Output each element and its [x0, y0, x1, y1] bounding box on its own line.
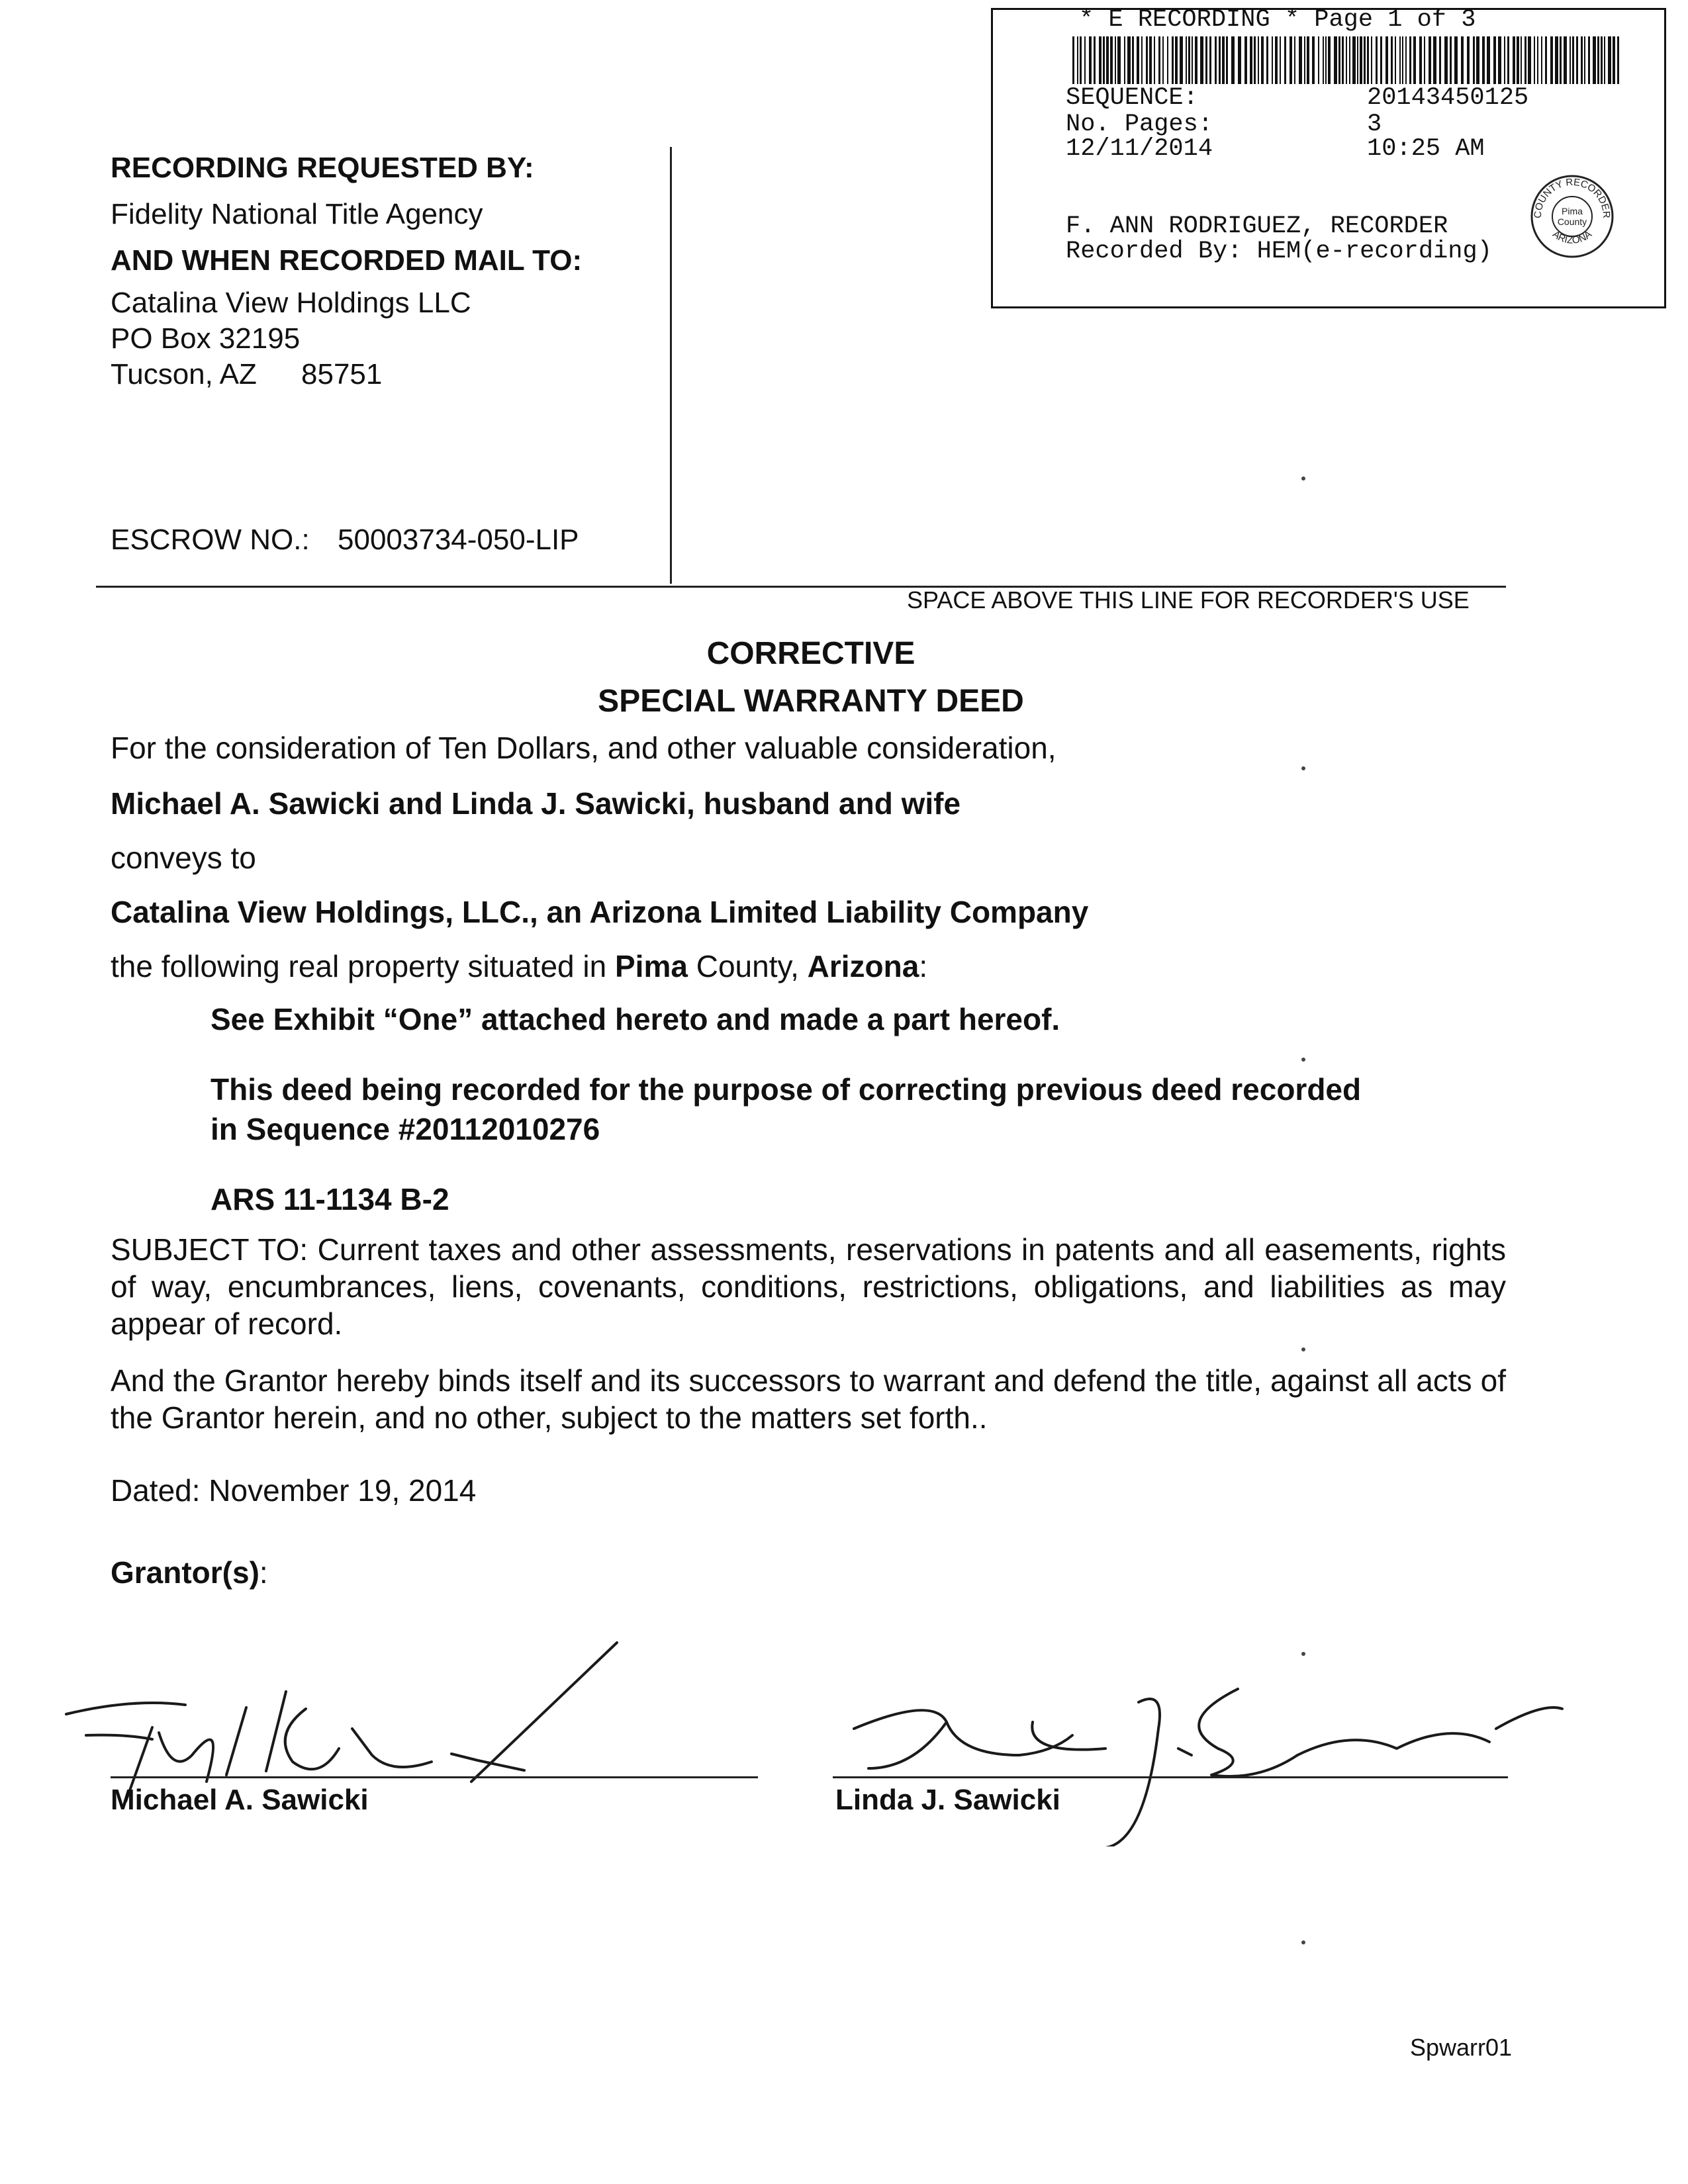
barcode-bar — [1115, 36, 1116, 84]
barcode-bar — [1261, 36, 1264, 84]
barcode-bar — [1399, 36, 1401, 84]
scan-speck — [1301, 766, 1305, 770]
scan-speck — [1301, 477, 1305, 480]
barcode-bar — [1476, 36, 1479, 84]
barcode-bar — [1576, 36, 1578, 84]
recorder-name: F. ANN RODRIGUEZ, RECORDER — [1066, 212, 1448, 240]
dated-line: Dated: November 19, 2014 — [111, 1473, 477, 1508]
grantors-label-text: Grantor(s) — [111, 1555, 259, 1590]
scan-speck — [1301, 1940, 1305, 1944]
barcode-bar — [1482, 36, 1485, 84]
property-county: Pima — [615, 949, 688, 983]
barcode-bar — [1244, 36, 1247, 84]
barcode-bar — [1581, 36, 1583, 84]
grantee-text: Catalina View Holdings, LLC., an Arizona Limited Liability Company — [111, 895, 1089, 929]
barcode-bar — [1117, 36, 1121, 84]
pages-label: No. Pages: — [1066, 111, 1213, 138]
barcode-bar — [1342, 36, 1344, 84]
barcode-bar — [1200, 36, 1203, 84]
barcode-bar — [1371, 36, 1372, 84]
barcode-bar — [1537, 36, 1538, 84]
barcode-bar — [1461, 36, 1464, 84]
barcode-bar — [1192, 36, 1193, 84]
barcode-bar — [1205, 36, 1207, 84]
barcode-bar — [1188, 36, 1190, 84]
mail-to-city: Tucson, AZ — [111, 358, 257, 390]
seal-center-line2: County — [1557, 216, 1587, 227]
barcode-bar — [1089, 36, 1092, 84]
requested-by-label: RECORDING REQUESTED BY: — [111, 152, 534, 184]
barcode-bar — [1528, 36, 1531, 84]
escrow-number: 50003734-050-LIP — [338, 523, 579, 556]
barcode-bar — [1444, 36, 1448, 84]
signature-line-2 — [833, 1776, 1508, 1778]
barcode-bar — [1231, 36, 1235, 84]
barcode-bar — [1504, 36, 1505, 84]
barcode-bar — [1162, 36, 1164, 84]
grantors-text: Michael A. Sawicki and Linda J. Sawicki, husband and wife — [111, 786, 961, 821]
subject-to-clause: SUBJECT TO: Current taxes and other assessments, reservations in patents and all easements, rights of way, encumbrances, liens, covenants, conditions, restrictions, obligations, and liabilities as may appear of record. — [111, 1232, 1506, 1341]
barcode-bar — [1380, 36, 1382, 84]
barcode-bar — [1124, 36, 1125, 84]
barcode-bar — [1238, 36, 1241, 84]
barcode-bar — [1487, 36, 1490, 84]
recording-header: * E RECORDING * Page 1 of 3 — [1079, 6, 1476, 34]
barcode-bar — [1266, 36, 1268, 84]
mail-to-name: Catalina View Holdings LLC — [111, 287, 471, 319]
grantors-label-colon: : — [259, 1555, 268, 1590]
barcode-bar — [1555, 36, 1558, 84]
barcode-bar — [1473, 36, 1475, 84]
sequence-value: 20143450125 — [1367, 84, 1529, 112]
barcode-bar — [1325, 36, 1327, 84]
barcode-bar — [1250, 36, 1252, 84]
consideration-text: For the consideration of Ten Dollars, and other valuable consideration, — [111, 731, 1056, 765]
barcode-bar — [1258, 36, 1259, 84]
barcode-bar — [1219, 36, 1221, 84]
grantors-label — [111, 1554, 268, 1591]
barcode-bar — [1137, 36, 1139, 84]
barcode-bar — [1550, 36, 1553, 84]
barcode-bar — [1318, 36, 1319, 84]
barcode-bar — [1346, 36, 1347, 84]
barcode-bar — [1338, 36, 1340, 84]
barcode-bar — [1360, 36, 1362, 84]
barcode-bar — [1507, 36, 1509, 84]
seal-top-text: COUNTY RECORDER — [1532, 176, 1613, 219]
barcode-bar — [1289, 36, 1292, 84]
barcode-bar — [1534, 36, 1535, 84]
barcode-bar — [1433, 36, 1436, 84]
barcode-bar — [1077, 36, 1078, 84]
barcode-bar — [1584, 36, 1585, 84]
barcode-bar — [1541, 36, 1542, 84]
barcode-bar — [1226, 36, 1228, 84]
barcode-bar — [1307, 36, 1309, 84]
barcode-bar — [1215, 36, 1217, 84]
barcode-bar — [1323, 36, 1324, 84]
barcode-bar — [1312, 36, 1315, 84]
recording-date: 12/11/2014 — [1066, 135, 1213, 163]
barcode-bar — [1186, 36, 1187, 84]
scan-speck — [1301, 1058, 1305, 1062]
barcode-bar — [1094, 36, 1096, 84]
seal-bottom-text: ARIZONA — [1550, 228, 1594, 247]
sequence-label: SEQUENCE: — [1066, 84, 1198, 112]
barcode-bar — [1103, 36, 1105, 84]
barcode-bar — [1072, 36, 1074, 84]
barcode-bar — [1617, 36, 1619, 84]
barcode-bar — [1328, 36, 1331, 84]
barcode-bar — [1209, 36, 1211, 84]
property-suffix: : — [919, 949, 928, 983]
barcode-bar — [1127, 36, 1131, 84]
barcode-bar — [1280, 36, 1281, 84]
barcode — [1072, 36, 1622, 84]
barcode-bar — [1450, 36, 1452, 84]
deed-title-line2: SPECIAL WARRANTY DEED — [598, 684, 1024, 719]
barcode-bar — [1419, 36, 1422, 84]
ars-reference: ARS 11-1134 B-2 — [211, 1182, 449, 1216]
barcode-bar — [1493, 36, 1496, 84]
signer-name-1: Michael A. Sawicki — [111, 1784, 369, 1816]
barcode-bar — [1608, 36, 1611, 84]
barcode-bar — [1560, 36, 1562, 84]
barcode-bar — [1572, 36, 1574, 84]
barcode-bar — [1454, 36, 1458, 84]
barcode-bar — [1429, 36, 1431, 84]
correction-note-line2: in Sequence #20112010276 — [211, 1112, 600, 1146]
barcode-bar — [1385, 36, 1388, 84]
barcode-bar — [1424, 36, 1425, 84]
property-prefix: the following real property situated in — [111, 949, 615, 983]
barcode-bar — [1146, 36, 1148, 84]
barcode-bar — [1413, 36, 1416, 84]
barcode-bar — [1570, 36, 1571, 84]
barcode-bar — [1172, 36, 1174, 84]
deed-title-line1: CORRECTIVE — [706, 636, 915, 671]
property-state: Arizona — [807, 949, 919, 983]
barcode-bar — [1405, 36, 1407, 84]
header-divider-vertical — [670, 147, 672, 584]
barcode-bar — [1180, 36, 1183, 84]
barcode-bar — [1409, 36, 1411, 84]
signer-name-2: Linda J. Sawicki — [835, 1784, 1060, 1816]
barcode-bar — [1498, 36, 1501, 84]
barcode-bar — [1284, 36, 1286, 84]
barcode-bar — [1099, 36, 1102, 84]
recorded-by: Recorded By: HEM(e-recording) — [1066, 238, 1492, 265]
barcode-bar — [1597, 36, 1599, 84]
escrow-label: ESCROW NO.: — [111, 523, 310, 556]
barcode-bar — [1299, 36, 1302, 84]
barcode-bar — [1357, 36, 1358, 84]
mail-to-address: PO Box 32195 — [111, 322, 301, 355]
barcode-bar — [1175, 36, 1178, 84]
recording-time: 10:25 AM — [1367, 135, 1485, 163]
barcode-bar — [1545, 36, 1547, 84]
county-recorder-seal — [1529, 173, 1615, 259]
barcode-bar — [1349, 36, 1350, 84]
warranty-clause: And the Grantor hereby binds itself and its successors to warrant and defend the title, against all acts of the Grantor herein, and no other, subject to the matters set forth.. — [111, 1363, 1506, 1435]
barcode-bar — [1601, 36, 1603, 84]
scan-speck — [1301, 1652, 1305, 1656]
barcode-bar — [1395, 36, 1396, 84]
seal-center-line1: Pima — [1562, 206, 1583, 216]
barcode-bar — [1402, 36, 1403, 84]
form-code: Spwarr01 — [1410, 2034, 1513, 2061]
exhibit-reference: See Exhibit “One” attached hereto and made a part hereof. — [211, 1002, 1060, 1036]
barcode-bar — [1141, 36, 1143, 84]
barcode-bar — [1564, 36, 1567, 84]
pages-value: 3 — [1367, 111, 1382, 138]
barcode-bar — [1352, 36, 1356, 84]
barcode-bar — [1391, 36, 1393, 84]
barcode-bar — [1110, 36, 1113, 84]
barcode-bar — [1254, 36, 1256, 84]
barcode-bar — [1467, 36, 1470, 84]
barcode-bar — [1304, 36, 1305, 84]
barcode-bar — [1364, 36, 1366, 84]
barcode-bar — [1367, 36, 1369, 84]
barcode-bar — [1604, 36, 1605, 84]
requested-by: Fidelity National Title Agency — [111, 198, 483, 230]
barcode-bar — [1154, 36, 1155, 84]
barcode-bar — [1613, 36, 1615, 84]
barcode-bar — [1222, 36, 1225, 84]
barcode-bar — [1593, 36, 1596, 84]
conveys-text: conveys to — [111, 841, 256, 875]
mail-to-label: AND WHEN RECORDED MAIL TO: — [111, 244, 583, 277]
property-location — [111, 948, 927, 985]
barcode-bar — [1272, 36, 1273, 84]
barcode-bar — [1084, 36, 1086, 84]
barcode-bar — [1521, 36, 1522, 84]
barcode-bar — [1334, 36, 1337, 84]
barcode-bar — [1167, 36, 1168, 84]
barcode-bar — [1275, 36, 1278, 84]
mail-to-zip: 85751 — [301, 358, 383, 390]
correction-note-line1: This deed being recorded for the purpose of correcting previous deed recorded — [211, 1072, 1362, 1107]
barcode-bar — [1376, 36, 1378, 84]
scan-speck — [1301, 1347, 1305, 1351]
barcode-bar — [1149, 36, 1152, 84]
barcode-bar — [1517, 36, 1519, 84]
barcode-bar — [1080, 36, 1082, 84]
recorder-space-note: SPACE ABOVE THIS LINE FOR RECORDER'S USE — [907, 586, 1470, 614]
barcode-bar — [1158, 36, 1160, 84]
signature-line-1 — [111, 1776, 758, 1778]
barcode-bar — [1195, 36, 1197, 84]
barcode-bar — [1106, 36, 1109, 84]
property-middle: County, — [687, 949, 808, 983]
barcode-bar — [1513, 36, 1515, 84]
barcode-bar — [1524, 36, 1526, 84]
barcode-bar — [1294, 36, 1295, 84]
barcode-bar — [1132, 36, 1134, 84]
signature-linda-sawicki — [827, 1655, 1589, 1846]
barcode-bar — [1439, 36, 1441, 84]
barcode-bar — [1588, 36, 1590, 84]
